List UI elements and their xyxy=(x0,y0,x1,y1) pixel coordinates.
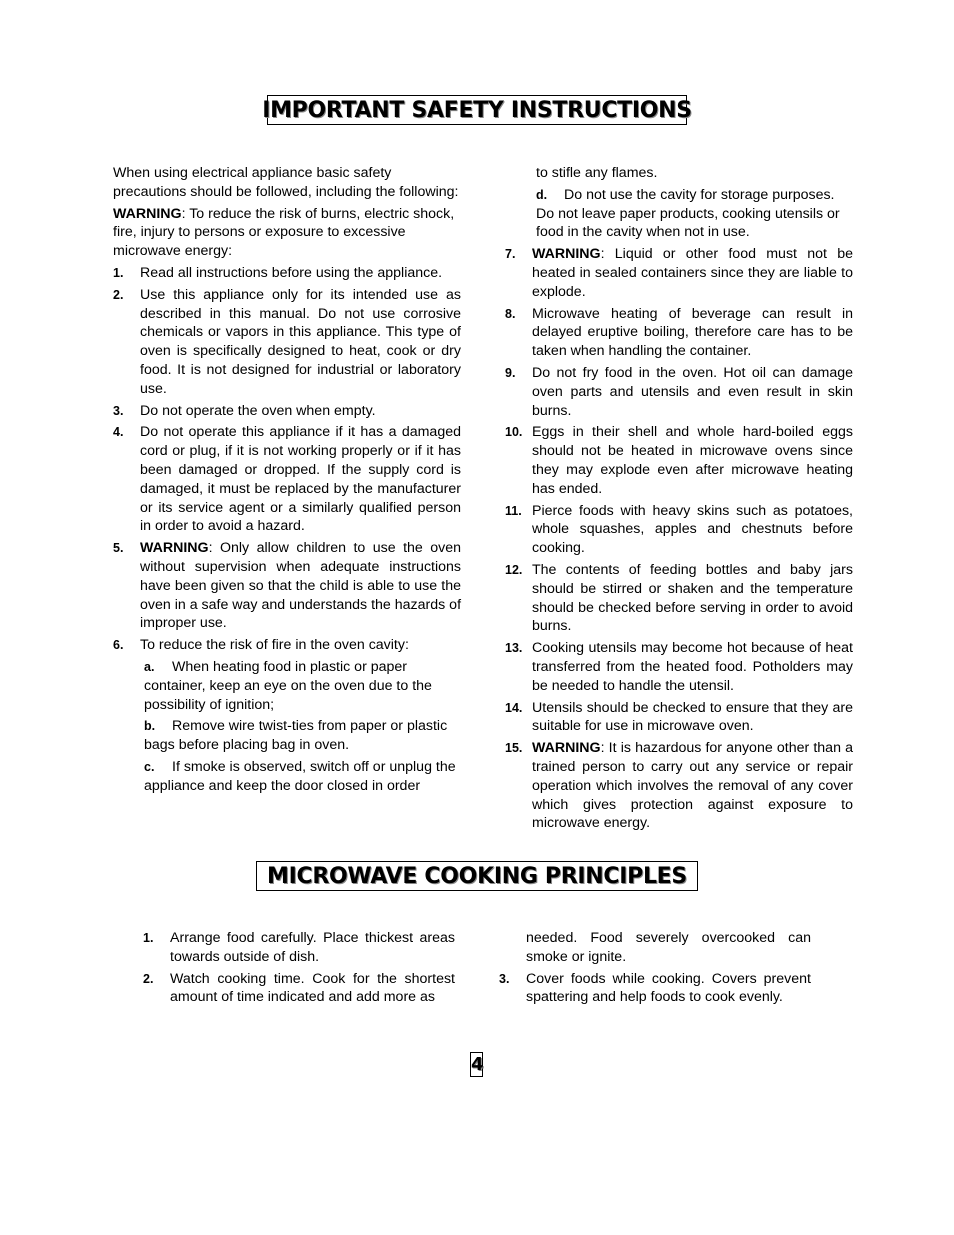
list-item: 5. WARNING: Only allow children to use the oven without supervision when adequate instructions have been given so that the child is able to use the oven in a safe way and understands the hazards of improper use. xyxy=(113,540,462,632)
cooking-column-right xyxy=(499,929,811,1010)
sub-item-continued: to stifle any flames. xyxy=(536,165,658,181)
sub-item: a. When heating food in plastic or paper container, keep an eye on the oven due to the possibility of ignition; xyxy=(144,658,432,713)
list-item: 1. Arrange food carefully. Place thickest areas towards outside of dish. xyxy=(143,930,455,965)
list-item: 3. Cover foods while cooking. Covers prevent spattering and help foods to cook evenly. xyxy=(499,970,811,1006)
list-item: 7. WARNING: Liquid or other food must not be heated in sealed containers since they are liable to explode. xyxy=(505,246,853,300)
safety-heading: IMPORTANT SAFETY INSTRUCTIONS xyxy=(267,95,687,125)
page-number: 4 xyxy=(471,1054,484,1075)
intro-paragraph: When using electrical appliance basic safety precautions should be followed, including the following: xyxy=(113,165,459,200)
cooking-heading: MICROWAVE COOKING PRINCIPLES xyxy=(256,861,698,891)
cooking-column-left xyxy=(143,929,455,1010)
list-item: 4. Do not operate this appliance if it has a damaged cord or plug, if it is not working properly or if it has been damaged or dropped. If the supply cord is damaged, it must be replaced by the manufacturer or its service agent or a similarly qualified person in order to avoid a hazard. xyxy=(113,424,461,535)
safety-column-right xyxy=(505,164,853,836)
list-item: 14. Utensils should be checked to ensure that they are suitable for use in microwave oven. xyxy=(505,699,853,735)
safety-column-left xyxy=(113,164,461,799)
list-item: 12. The contents of feeding bottles and baby jars should be stirred or shaken and the temperature should be checked before serving in order to avoid burns. xyxy=(505,561,853,635)
list-item: 3. Do not operate the oven when empty. xyxy=(113,402,376,419)
list-item: 15. WARNING: It is hazardous for anyone other than a trained person to carry out any service or repair operation which involves the removal of any cover which gives protection against exposure to microwave energy. xyxy=(505,740,853,832)
list-item: 2. Use this appliance only for its intended use as described in this manual. Do not use corrosive chemicals or vapors in this appliance. This type of oven is specifically designed to heat, cook or dry food. It is not designed for industrial or laboratory use. xyxy=(113,286,461,397)
list-item: 10. Eggs in their shell and whole hard-boiled eggs should not be heated in microwave ovens since they may explode even after microwave heating has ended. xyxy=(505,424,853,497)
list-item: 13. Cooking utensils may become hot because of heat transferred from the heated food. Potholders may be needed to handle the utensil. xyxy=(505,640,853,694)
list-item-continued: needed. Food severely overcooked can smoke or ignite. xyxy=(526,930,811,965)
warning-paragraph xyxy=(113,205,461,261)
sub-item: d. Do not use the cavity for storage purposes. Do not leave paper products, cooking utensils or food in the cavity when not in use. xyxy=(536,186,840,241)
sub-item: b. Remove wire twist-ties from paper or plastic bags before placing bag in oven. xyxy=(144,718,448,754)
list-item: 2. Watch cooking time. Cook for the shortest amount of time indicated and add more as xyxy=(143,970,455,1006)
warning-label: WARNING xyxy=(113,205,182,222)
list-item: 11. Pierce foods with heavy skins such as potatoes, whole squashes, apples and chestnuts before cooking. xyxy=(505,502,853,557)
list-item: 8. Microwave heating of beverage can result in delayed eruptive boiling, therefore care has to be taken when handling the container. xyxy=(505,305,853,360)
list-item: 1. Read all instructions before using the appliance. xyxy=(113,264,443,281)
sub-item: c. If smoke is observed, switch off or unplug the appliance and keep the door closed in order xyxy=(144,758,456,794)
warning-text: : To reduce the risk of burns, electric shock, fire, injury to persons or exposure to excessive microwave energy: xyxy=(113,205,455,260)
list-item: 9. Do not fry food in the oven. Hot oil can damage oven parts and utensils and even result in skin burns. xyxy=(505,364,853,419)
list-item: 6. To reduce the risk of fire in the oven cavity: xyxy=(113,637,409,654)
